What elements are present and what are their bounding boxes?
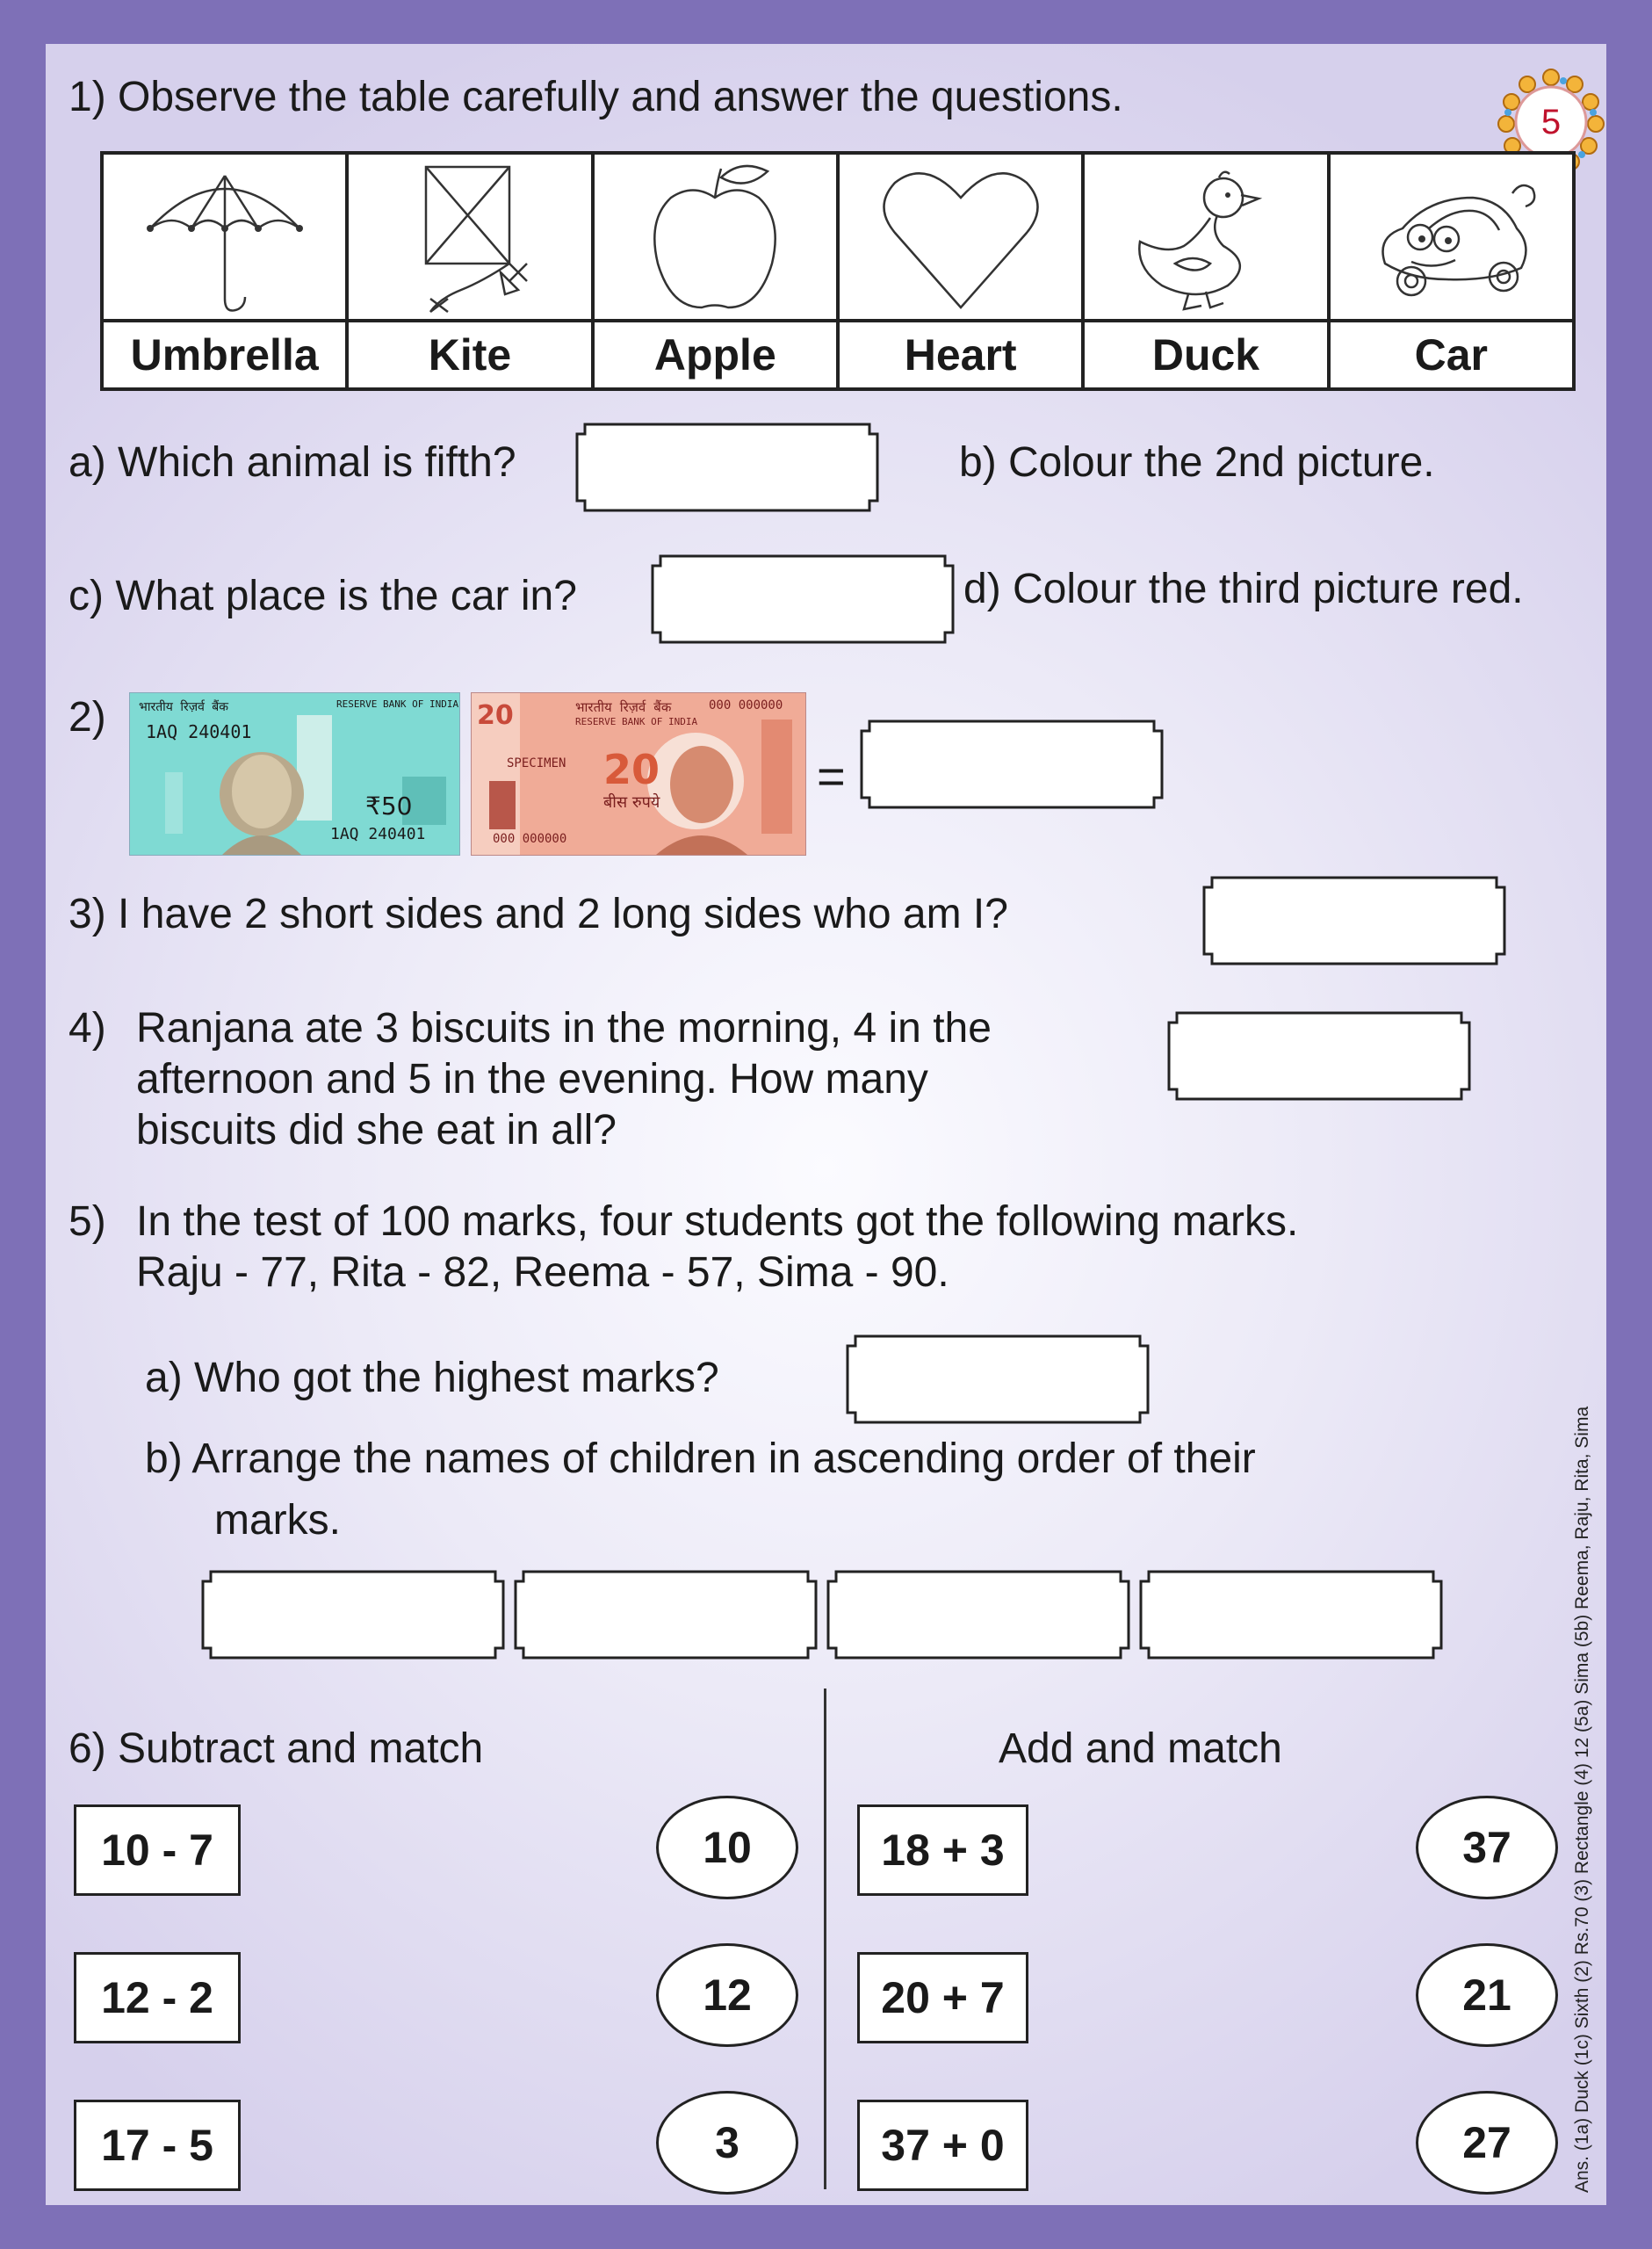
- note-value: 20: [603, 746, 660, 793]
- q5b-line-2: marks.: [214, 1497, 341, 1544]
- subtract-answer-1[interactable]: 10: [656, 1796, 798, 1899]
- note-serial-top: 1AQ 240401: [146, 721, 252, 742]
- duck-icon: [1114, 158, 1298, 316]
- q4-line-3: biscuits did she eat in all?: [136, 1107, 617, 1153]
- picture-cell-duck[interactable]: [1085, 155, 1330, 387]
- q5b-answer-box-4[interactable]: [1138, 1569, 1444, 1660]
- add-item-2[interactable]: 20 + 7: [857, 1952, 1028, 2043]
- note-bank-hindi: भारतीय रिज़र्व बैंक: [575, 699, 672, 715]
- q5b-answer-box-1[interactable]: [200, 1569, 506, 1660]
- answer-key: Ans. (1a) Duck (1c) Sixth (2) Rs.70 (3) Rectangle (4) 12 (5a) Sima (5b) Reema, Raju, Rita, Sima: [1572, 1406, 1592, 2193]
- note-bank-english: RESERVE BANK OF INDIA: [336, 698, 459, 710]
- q3-answer-box[interactable]: [1201, 875, 1507, 966]
- note-bank-english: RESERVE BANK OF INDIA: [575, 716, 698, 727]
- q5a-text: a) Who got the highest marks?: [145, 1355, 719, 1401]
- q4-line-1: Ranjana ate 3 biscuits in the morning, 4 in the: [136, 1005, 992, 1052]
- q1c-text: c) What place is the car in?: [69, 573, 577, 619]
- picture-label: Duck: [1151, 330, 1260, 380]
- picture-cell-apple[interactable]: [595, 155, 840, 387]
- q5-line-1: In the test of 100 marks, four students got the following marks.: [136, 1198, 1299, 1245]
- umbrella-icon: [133, 158, 317, 316]
- picture-cell-kite[interactable]: [349, 155, 594, 387]
- q2-equals-sign: =: [817, 748, 846, 804]
- note-bank-hindi: भारतीय रिज़र्व बैंक: [139, 700, 229, 714]
- worksheet-page: [46, 44, 1606, 2205]
- q5b-line-1: b) Arrange the names of children in ascending order of their: [145, 1435, 1256, 1482]
- q1-heading: 1) Observe the table carefully and answer the questions.: [69, 74, 1123, 120]
- column-divider: [824, 1689, 826, 2189]
- page-number: 5: [1540, 102, 1562, 141]
- heart-icon: [869, 158, 1053, 316]
- note-corner-value: 20: [477, 700, 514, 731]
- q2-number: 2): [69, 694, 106, 741]
- add-answer-2[interactable]: 21: [1416, 1943, 1558, 2047]
- subtract-answer-3[interactable]: 3: [656, 2091, 798, 2195]
- q1a-answer-box[interactable]: [574, 422, 880, 513]
- q4-line-2: afternoon and 5 in the evening. How many: [136, 1056, 928, 1103]
- picture-cell-umbrella[interactable]: [104, 155, 349, 387]
- picture-cell-car[interactable]: [1331, 155, 1572, 387]
- q5-line-2: Raju - 77, Rita - 82, Reema - 57, Sima - 90.: [136, 1249, 949, 1296]
- q6-add-title: Add and match: [999, 1725, 1282, 1772]
- note-serial-bottom: 000 000000: [493, 832, 567, 846]
- q6-subtract-title: 6) Subtract and match: [69, 1725, 484, 1772]
- subtract-item-3[interactable]: 17 - 5: [74, 2100, 241, 2191]
- picture-cell-heart[interactable]: [840, 155, 1085, 387]
- q3-text: 3) I have 2 short sides and 2 long sides who am I?: [69, 891, 1008, 937]
- picture-label: Umbrella: [130, 330, 319, 380]
- picture-label: Kite: [428, 330, 512, 380]
- q5a-answer-box[interactable]: [845, 1334, 1151, 1425]
- add-item-3[interactable]: 37 + 0: [857, 2100, 1028, 2191]
- note-specimen-label: SPECIMEN: [507, 756, 566, 770]
- kite-icon: [378, 158, 562, 316]
- q2-answer-box[interactable]: [859, 719, 1165, 810]
- q1d-text: d) Colour the third picture red.: [963, 566, 1524, 612]
- q5-number: 5): [69, 1198, 106, 1245]
- add-answer-1[interactable]: 37: [1416, 1796, 1558, 1899]
- note-value: ₹50: [365, 792, 413, 821]
- picture-table: [100, 151, 1576, 391]
- note-serial-top: 000 000000: [709, 698, 783, 712]
- note-serial-bottom: 1AQ 240401: [330, 825, 426, 843]
- q1b-text: b) Colour the 2nd picture.: [959, 439, 1435, 486]
- picture-label: Car: [1414, 330, 1488, 380]
- add-item-1[interactable]: 18 + 3: [857, 1804, 1028, 1896]
- car-icon: [1359, 158, 1543, 316]
- subtract-item-1[interactable]: 10 - 7: [74, 1804, 241, 1896]
- q5b-answer-box-2[interactable]: [513, 1569, 819, 1660]
- q1a-text: a) Which animal is fifth?: [69, 439, 516, 486]
- add-answer-3[interactable]: 27: [1416, 2091, 1558, 2195]
- q5b-answer-box-3[interactable]: [826, 1569, 1131, 1660]
- fifty-rupee-note: [129, 692, 460, 856]
- q1c-answer-box[interactable]: [650, 553, 956, 645]
- subtract-item-2[interactable]: 12 - 2: [74, 1952, 241, 2043]
- picture-label: Heart: [904, 330, 1017, 380]
- picture-label: Apple: [653, 330, 776, 380]
- note-value-words: बीस रुपये: [603, 793, 660, 812]
- apple-icon: [623, 158, 807, 316]
- q4-number: 4): [69, 1005, 106, 1052]
- q4-answer-box[interactable]: [1166, 1010, 1472, 1102]
- twenty-rupee-note: [471, 692, 806, 856]
- subtract-answer-2[interactable]: 12: [656, 1943, 798, 2047]
